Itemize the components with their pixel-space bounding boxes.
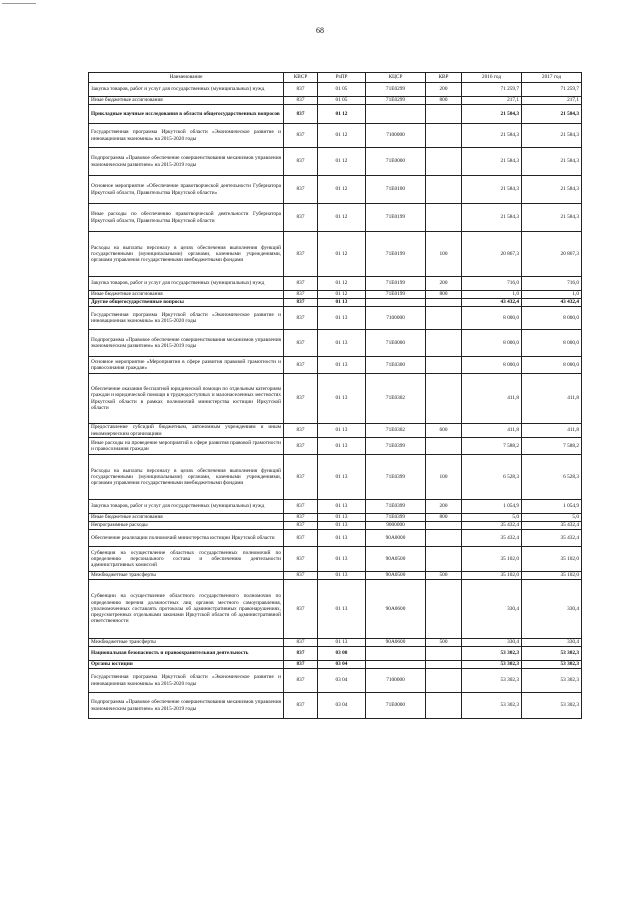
cell-2017: 53 302,3	[522, 669, 582, 693]
cell-name: Обеспечение оказания бесплатной юридической помощи по отдельным категориям граждан и юридической помощи в труднодоступных и малонаселенных местностях Иркутской области в рамках полномочий министерства юстиции Иркутской области	[89, 374, 284, 424]
cell-rzpr: 01 13	[318, 547, 366, 572]
cell-kvsr: 837	[284, 669, 318, 693]
cell-2017: 21 584,3	[522, 204, 582, 232]
cell-name: Иные расходы по обеспечению правотворческой деятельности Губернатора Иркутской области, Правительства Иркутской области	[89, 204, 284, 232]
cell-2017: 8 000,0	[522, 330, 582, 357]
cell-kvsr: 837	[284, 514, 318, 522]
cell-2016: 217,1	[462, 97, 522, 105]
cell-kvr	[426, 693, 462, 719]
cell-rzpr: 01 05	[318, 83, 366, 97]
cell-2016: 20 867,3	[462, 232, 522, 277]
cell-name: Основное мероприятие «Обеспечение правотворческой деятельности Губернатора Иркутской области, Правительства Иркутской области»	[89, 176, 284, 204]
cell-kvr	[426, 204, 462, 232]
cell-name: Прикладные научные исследования в области общегосударственных вопросов	[89, 105, 284, 124]
cell-2017: 71 259,7	[522, 83, 582, 97]
cell-name: Основное мероприятие «Мероприятия в сфере развития правовой грамотности и правосознания граждан»	[89, 357, 284, 374]
cell-kcsr: 71Е0302	[366, 374, 426, 424]
cell-2016: 53 302,3	[462, 647, 522, 661]
table-row	[89, 661, 582, 669]
cell-kvr: 100	[426, 232, 462, 277]
table-row	[89, 307, 582, 330]
cell-2016: 716,0	[462, 277, 522, 291]
cell-kcsr: 71Е0302	[366, 424, 426, 438]
cell-kvsr: 837	[284, 291, 318, 299]
cell-2017: 35 432,4	[522, 522, 582, 530]
cell-2016: 8 000,0	[462, 307, 522, 330]
cell-2017: 217,1	[522, 97, 582, 105]
cell-kcsr: 71Е0399	[366, 514, 426, 522]
cell-2017: 21 584,3	[522, 176, 582, 204]
cell-kvsr: 837	[284, 572, 318, 580]
header-kcsr: КЦСР	[366, 73, 426, 83]
cell-kvr	[426, 148, 462, 176]
cell-2016: 35 102,0	[462, 547, 522, 572]
cell-kvr: 200	[426, 500, 462, 514]
table-body	[89, 83, 582, 719]
cell-kvr	[426, 547, 462, 572]
cell-2016: 35 432,4	[462, 530, 522, 547]
cell-kvr	[426, 299, 462, 307]
cell-kvr	[426, 580, 462, 639]
cell-2016: 71 259,7	[462, 83, 522, 97]
cell-2017: 8 000,0	[522, 357, 582, 374]
cell-kvsr: 837	[284, 83, 318, 97]
cell-name: Непрограммные расходы	[89, 522, 284, 530]
cell-2016: 53 302,3	[462, 693, 522, 719]
table-row	[89, 514, 582, 522]
table-row	[89, 438, 582, 455]
cell-rzpr: 01 12	[318, 204, 366, 232]
cell-rzpr: 01 13	[318, 357, 366, 374]
cell-name: Иные бюджетные ассигнования	[89, 97, 284, 105]
cell-2017: 53 302,3	[522, 661, 582, 669]
cell-kvsr: 837	[284, 299, 318, 307]
cell-2016: 21 584,3	[462, 204, 522, 232]
cell-rzpr: 01 13	[318, 580, 366, 639]
cell-2017: 21 584,3	[522, 105, 582, 124]
cell-rzpr: 01 13	[318, 500, 366, 514]
cell-2017: 21 584,3	[522, 148, 582, 176]
cell-rzpr: 01 12	[318, 232, 366, 277]
cell-2016: 330,4	[462, 580, 522, 639]
cell-rzpr: 01 12	[318, 277, 366, 291]
cell-2016: 7 588,2	[462, 438, 522, 455]
cell-name: Подпрограмма «Правовое обеспечение совершенствования механизмов управления экономическим развитием» на 2015-2019 годы	[89, 148, 284, 176]
scan-edge-mark	[2, 3, 36, 4]
cell-kvr	[426, 669, 462, 693]
table-row	[89, 547, 582, 572]
cell-kvsr: 837	[284, 232, 318, 277]
cell-kcsr: 71Е0199	[366, 204, 426, 232]
table-row	[89, 357, 582, 374]
cell-rzpr: 01 13	[318, 522, 366, 530]
table-row	[89, 299, 582, 307]
cell-2017: 5,0	[522, 514, 582, 522]
cell-2016: 43 432,4	[462, 299, 522, 307]
cell-rzpr: 01 13	[318, 530, 366, 547]
cell-kvsr: 837	[284, 580, 318, 639]
cell-name: Подпрограмма «Правовое обеспечение совершенствования механизмов управления экономическим развитием» на 2015-2019 годы	[89, 693, 284, 719]
cell-rzpr: 01 13	[318, 438, 366, 455]
cell-2017: 35 102,0	[522, 572, 582, 580]
cell-kcsr: 71Е0000	[366, 330, 426, 357]
table-row	[89, 639, 582, 647]
cell-kvsr: 837	[284, 647, 318, 661]
cell-kcsr: 71Е0199	[366, 277, 426, 291]
cell-rzpr: 01 13	[318, 299, 366, 307]
cell-rzpr: 03 04	[318, 669, 366, 693]
cell-kvr: 800	[426, 97, 462, 105]
table-row	[89, 291, 582, 299]
cell-2017: 1,0	[522, 291, 582, 299]
cell-name: Обеспечение реализации полномочий министерства юстиции Иркутской области	[89, 530, 284, 547]
cell-kcsr: 7100000	[366, 669, 426, 693]
cell-2016: 330,4	[462, 639, 522, 647]
cell-2017: 20 867,3	[522, 232, 582, 277]
cell-rzpr: 01 13	[318, 374, 366, 424]
cell-kvr	[426, 522, 462, 530]
cell-kcsr: 71Е0399	[366, 438, 426, 455]
cell-kvsr: 837	[284, 148, 318, 176]
cell-kcsr: 71Е0000	[366, 148, 426, 176]
table-row	[89, 669, 582, 693]
cell-rzpr: 01 12	[318, 105, 366, 124]
cell-2016: 1 054,9	[462, 500, 522, 514]
cell-2016: 1,0	[462, 291, 522, 299]
table-header-row	[89, 73, 582, 83]
table-row	[89, 455, 582, 500]
cell-2017: 35 432,4	[522, 530, 582, 547]
table-row	[89, 97, 582, 105]
cell-kcsr: 7100000	[366, 124, 426, 148]
cell-rzpr: 01 13	[318, 307, 366, 330]
cell-kcsr: 71Е0100	[366, 176, 426, 204]
cell-name: Субвенции на осуществление областного государственного полномочия по определению перечня должностных лиц органов местного самоуправления, уполномоченных составлять протоколы об административных правонарушениях, предусмотренных отдельными законами Иркутской области об административной ответственности	[89, 580, 284, 639]
cell-kvr: 200	[426, 277, 462, 291]
cell-2017: 716,0	[522, 277, 582, 291]
table-row	[89, 277, 582, 291]
cell-kvr	[426, 105, 462, 124]
cell-kcsr	[366, 299, 426, 307]
cell-kcsr: 71Е0399	[366, 455, 426, 500]
cell-2016: 53 302,3	[462, 661, 522, 669]
table-row	[89, 374, 582, 424]
cell-rzpr: 03 04	[318, 661, 366, 669]
cell-2016: 35 102,0	[462, 572, 522, 580]
cell-kcsr	[366, 647, 426, 661]
cell-2016: 411,8	[462, 374, 522, 424]
table-row	[89, 204, 582, 232]
cell-name: Расходы на выплаты персоналу в целях обеспечения выполнения функций государственными (муниципальными) органами, казенными учреждениями, органами управления государственными внебюджетными фондами	[89, 232, 284, 277]
cell-name: Иные бюджетные ассигнования	[89, 514, 284, 522]
cell-rzpr: 01 13	[318, 572, 366, 580]
cell-kvsr: 837	[284, 639, 318, 647]
cell-2016: 21 584,3	[462, 148, 522, 176]
cell-rzpr: 01 12	[318, 148, 366, 176]
cell-2016: 411,8	[462, 424, 522, 438]
cell-2016: 21 584,3	[462, 105, 522, 124]
header-kvr: КВР	[426, 73, 462, 83]
cell-kvr	[426, 176, 462, 204]
cell-2017: 330,4	[522, 580, 582, 639]
cell-2016: 21 584,3	[462, 176, 522, 204]
header-kvsr: КВСР	[284, 73, 318, 83]
table-row	[89, 176, 582, 204]
cell-rzpr: 01 12	[318, 291, 366, 299]
table-row	[89, 580, 582, 639]
cell-kvr: 200	[426, 83, 462, 97]
cell-kvsr: 837	[284, 424, 318, 438]
cell-2016: 6 528,3	[462, 455, 522, 500]
table-row	[89, 148, 582, 176]
header-rzpr: РзПР	[318, 73, 366, 83]
cell-name: Органы юстиции	[89, 661, 284, 669]
cell-name: Предоставление субсидий бюджетным, автономным учреждениям и иным некоммерческим организациям	[89, 424, 284, 438]
cell-name: Подпрограмма «Правовое обеспечение совершенствования механизмов управления экономическим развитием» на 2015-2019 годы	[89, 330, 284, 357]
cell-rzpr: 03 00	[318, 647, 366, 661]
cell-rzpr: 01 13	[318, 330, 366, 357]
cell-rzpr: 01 13	[318, 455, 366, 500]
cell-kvsr: 837	[284, 693, 318, 719]
table-row	[89, 522, 582, 530]
cell-kcsr: 71Е0199	[366, 291, 426, 299]
cell-rzpr: 01 12	[318, 124, 366, 148]
cell-kcsr	[366, 105, 426, 124]
cell-kvr	[426, 307, 462, 330]
cell-2017: 35 102,0	[522, 547, 582, 572]
cell-2017: 330,4	[522, 639, 582, 647]
table-row	[89, 330, 582, 357]
cell-kcsr: 7100000	[366, 307, 426, 330]
header-name: Наименование	[89, 73, 284, 83]
cell-rzpr: 01 05	[318, 97, 366, 105]
cell-name: Межбюджетные трансферты	[89, 639, 284, 647]
table-row	[89, 124, 582, 148]
cell-name: Национальная безопасность и правоохранительная деятельность	[89, 647, 284, 661]
cell-kvsr: 837	[284, 330, 318, 357]
cell-name: Расходы на выплаты персоналу в целях обеспечения выполнения функций государственными (муниципальными) органами, казенными учреждениями, органами управления государственными внебюджетными фондами	[89, 455, 284, 500]
cell-kvsr: 837	[284, 522, 318, 530]
cell-2016: 5,0	[462, 514, 522, 522]
cell-kvsr: 837	[284, 124, 318, 148]
cell-kcsr: 90А0500	[366, 572, 426, 580]
cell-kvr: 500	[426, 639, 462, 647]
table-row	[89, 500, 582, 514]
cell-name: Межбюджетные трансферты	[89, 572, 284, 580]
cell-rzpr: 03 04	[318, 693, 366, 719]
cell-kcsr: 71Е0000	[366, 693, 426, 719]
cell-kcsr: 71Е0399	[366, 500, 426, 514]
table-row	[89, 83, 582, 97]
cell-kcsr: 71Е0300	[366, 357, 426, 374]
table-row	[89, 693, 582, 719]
cell-kvr	[426, 374, 462, 424]
cell-kvr: 800	[426, 291, 462, 299]
cell-2017: 43 432,4	[522, 299, 582, 307]
cell-2017: 411,8	[522, 374, 582, 424]
cell-kvr	[426, 661, 462, 669]
page-number: 68	[316, 26, 324, 35]
cell-kvsr: 837	[284, 105, 318, 124]
cell-name: Закупка товаров, работ и услуг для государственных (муниципальных) нужд	[89, 500, 284, 514]
cell-kvr: 600	[426, 424, 462, 438]
cell-name: Другие общегосударственные вопросы	[89, 299, 284, 307]
cell-2017: 7 588,2	[522, 438, 582, 455]
cell-kvsr: 837	[284, 204, 318, 232]
cell-kcsr: 9000000	[366, 522, 426, 530]
cell-kvr	[426, 530, 462, 547]
cell-name: Государственная программа Иркутской области «Экономическое развитие и инновационная экономика» на 2015-2020 годы	[89, 124, 284, 148]
cell-name: Государственная программа Иркутской области «Экономическое развитие и инновационная экономика» на 2015-2020 годы	[89, 307, 284, 330]
cell-name: Закупка товаров, работ и услуг для государственных (муниципальных) нужд	[89, 277, 284, 291]
cell-2016: 53 302,3	[462, 669, 522, 693]
cell-rzpr: 01 12	[318, 176, 366, 204]
cell-kvsr: 837	[284, 530, 318, 547]
header-2016: 2016 год	[462, 73, 522, 83]
cell-kcsr: 71Е0299	[366, 83, 426, 97]
cell-kvr	[426, 124, 462, 148]
cell-kvr: 100	[426, 455, 462, 500]
cell-2017: 1 054,9	[522, 500, 582, 514]
cell-kvr	[426, 357, 462, 374]
cell-kcsr: 90А0000	[366, 530, 426, 547]
budget-table	[88, 72, 582, 719]
cell-kcsr: 90А0600	[366, 580, 426, 639]
table-row	[89, 232, 582, 277]
table-row	[89, 530, 582, 547]
cell-kcsr: 71Е0199	[366, 232, 426, 277]
cell-2017: 53 302,3	[522, 647, 582, 661]
cell-rzpr: 01 13	[318, 514, 366, 522]
cell-name: Государственная программа Иркутской области «Экономическое развитие и инновационная экономика» на 2015-2020 годы	[89, 669, 284, 693]
cell-rzpr: 01 13	[318, 424, 366, 438]
cell-kvsr: 837	[284, 455, 318, 500]
cell-kvsr: 837	[284, 307, 318, 330]
cell-rzpr: 01 13	[318, 639, 366, 647]
cell-kvsr: 837	[284, 661, 318, 669]
table-row	[89, 105, 582, 124]
cell-2017: 21 584,3	[522, 124, 582, 148]
table-row	[89, 647, 582, 661]
cell-2016: 21 584,3	[462, 124, 522, 148]
cell-2017: 53 302,3	[522, 693, 582, 719]
table-row	[89, 572, 582, 580]
cell-kvsr: 837	[284, 500, 318, 514]
cell-kvsr: 837	[284, 547, 318, 572]
cell-name: Закупка товаров, работ и услуг для государственных (муниципальных) нужд	[89, 83, 284, 97]
cell-name: Иные бюджетные ассигнования	[89, 291, 284, 299]
cell-name: Иные расходы на проведение мероприятий в сфере развития правовой грамотности и правосознания граждан	[89, 438, 284, 455]
header-2017: 2017 год	[522, 73, 582, 83]
cell-kvr	[426, 330, 462, 357]
cell-kvsr: 837	[284, 277, 318, 291]
cell-kvr: 800	[426, 514, 462, 522]
cell-kvr	[426, 438, 462, 455]
cell-kcsr: 90А0600	[366, 639, 426, 647]
cell-kcsr: 71Е0299	[366, 97, 426, 105]
cell-kvsr: 837	[284, 97, 318, 105]
table-row	[89, 424, 582, 438]
cell-kvsr: 837	[284, 438, 318, 455]
cell-2017: 8 000,0	[522, 307, 582, 330]
cell-kvr	[426, 647, 462, 661]
cell-2017: 6 528,3	[522, 455, 582, 500]
cell-kvsr: 837	[284, 176, 318, 204]
cell-kvr: 500	[426, 572, 462, 580]
cell-2016: 35 432,4	[462, 522, 522, 530]
cell-kvsr: 837	[284, 357, 318, 374]
cell-kvsr: 837	[284, 374, 318, 424]
cell-2017: 411,8	[522, 424, 582, 438]
cell-name: Субвенция на осуществление областных государственных полномочий по определению персонального состава и обеспечению деятельности административных комиссий	[89, 547, 284, 572]
cell-kcsr	[366, 661, 426, 669]
cell-2016: 8 000,0	[462, 357, 522, 374]
cell-2016: 8 000,0	[462, 330, 522, 357]
cell-kcsr: 90А0500	[366, 547, 426, 572]
